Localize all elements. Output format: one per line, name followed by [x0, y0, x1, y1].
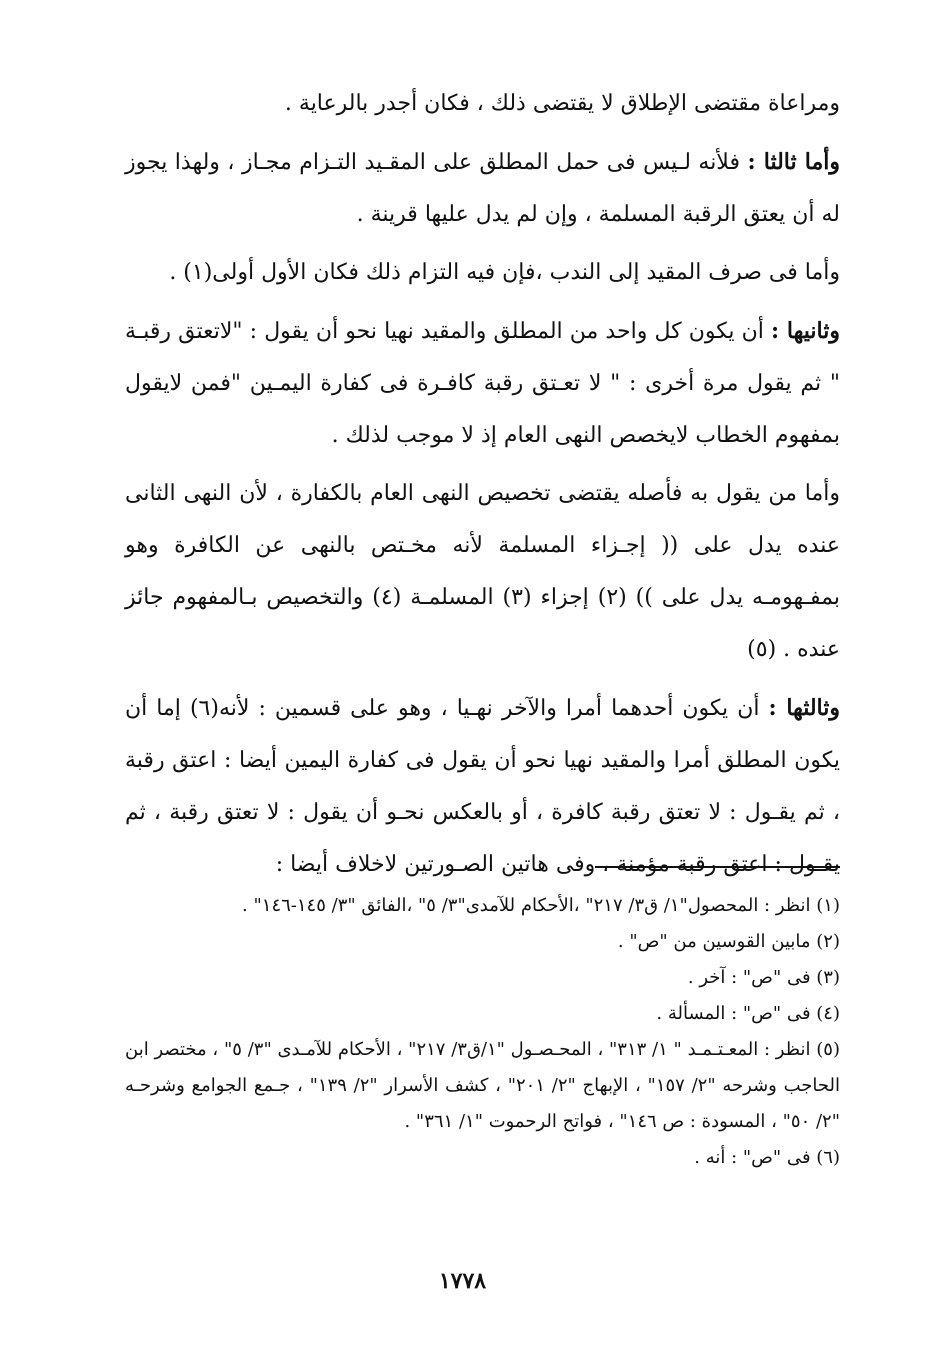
paragraph-4-lead: وثانيها :	[771, 318, 840, 344]
main-text	[125, 78, 840, 897]
footnote-4: (٤) فى "ص" : المسألة .	[656, 1003, 840, 1024]
paragraph-2-lead: وأما ثالثا :	[747, 149, 840, 175]
footnotes	[125, 888, 840, 1176]
page-number: ١٧٧٨	[438, 1268, 487, 1294]
paragraph-5-text: وأما من يقول به فأصله يقتضى تخصيص النهى العام بالكفارة ، لأن النهى الثانى عنده يدل على (( إجـزاء المسلمة لأنه مخـتص بالنهى عن الكافرة وهو بمفـهومـه يدل على )) (٢) إجزاء (٣) المسلمـة (٤) والتخصيص بـالمفهوم جائز عنده . (٥)	[125, 481, 840, 662]
footnote-3: (٣) فى "ص" : آخر .	[687, 967, 840, 988]
footnote-5: (٥) انظر : المعـتـمـد " ١/ ٣١٣" ، المحـصـول "١/ق٣/ ٢١٧" ، الأحكام للآمـدى "٣/ ٥" ، مختصر ابن الحاجب وشرحه "٢/ ١٥٧" ، الإبهاج "٢/ ٢٠١" ، كشف الأسرار "٢/ ١٣٩" ، جـمع الجوامع وشرحـه "٢/ ٥٠" ، المسودة : ص ١٤٦" ، فواتح الرحموت "١/ ٣٦١" .	[125, 1039, 840, 1132]
paragraph-6	[125, 682, 840, 891]
paragraph-2-text: فلأنه لـيس فى حمل المطلق على المقـيد التـزام مجـاز ، ولهذا يجوز له أن يعتق الرقبة المسلمة ، وإن لم يدل عليها قرينة .	[125, 150, 840, 227]
paragraph-6-lead: وثالثها :	[768, 695, 841, 721]
paragraph-1	[125, 78, 840, 130]
paragraph-3	[125, 247, 840, 299]
footnote-2: (٢) مابين القوسين من "ص" .	[617, 931, 840, 952]
paragraph-4-text: أن يكون كل واحد من المطلق والمقيد نهيا نحو أن يقول : "لاتعتق رقبـة " ثم يقول مرة أخرى : " لا تعـتق رقبة كافـرة فى كفارة اليمـين "فمن لايقول بمفهوم الخطاب لايخصص النهى العام إذ لا موجب لذلك .	[125, 319, 840, 448]
paragraph-2	[125, 136, 840, 241]
footnote-divider	[595, 866, 840, 868]
paragraph-3-text: وأما فى صرف المقيد إلى الندب ،فإن فيه التزام ذلك فكان الأول أولى(١) .	[169, 260, 840, 285]
paragraph-6-text: أن يكون أحدهما أمرا والآخر نهـيا ، وهو على قسمين : لأنه(٦) إما أن يكون المطلق أمرا والمقيد نهيا نحو أن يقول فى كفارة اليمين أيضا : اعتق رقبة ، ثم يقـول : لا تعتق رقبة كافرة ، أو بالعكس نحـو أن يقول : لا تعتق رقبة ، ثم يقـول : اعتق رقبة مؤمنة ، وفى هاتين الصـورتين لاخلاف أيضا :	[125, 696, 840, 877]
paragraph-1-text: ومراعاة مقتضى الإطلاق لا يقتضى ذلك ، فكان أجدر بالرعاية .	[284, 91, 840, 116]
footnote-6: (٦) فى "ص" : أنه .	[694, 1147, 840, 1168]
footnote-1: (١) انظر : المحصول"١/ ق٣/ ٢١٧" ،الأحكام للآمدى"٣/ ٥" ،الفائق "٣/ ١٤٥-١٤٦" .	[242, 895, 840, 916]
paragraph-4	[125, 305, 840, 462]
paragraph-5	[125, 468, 840, 676]
